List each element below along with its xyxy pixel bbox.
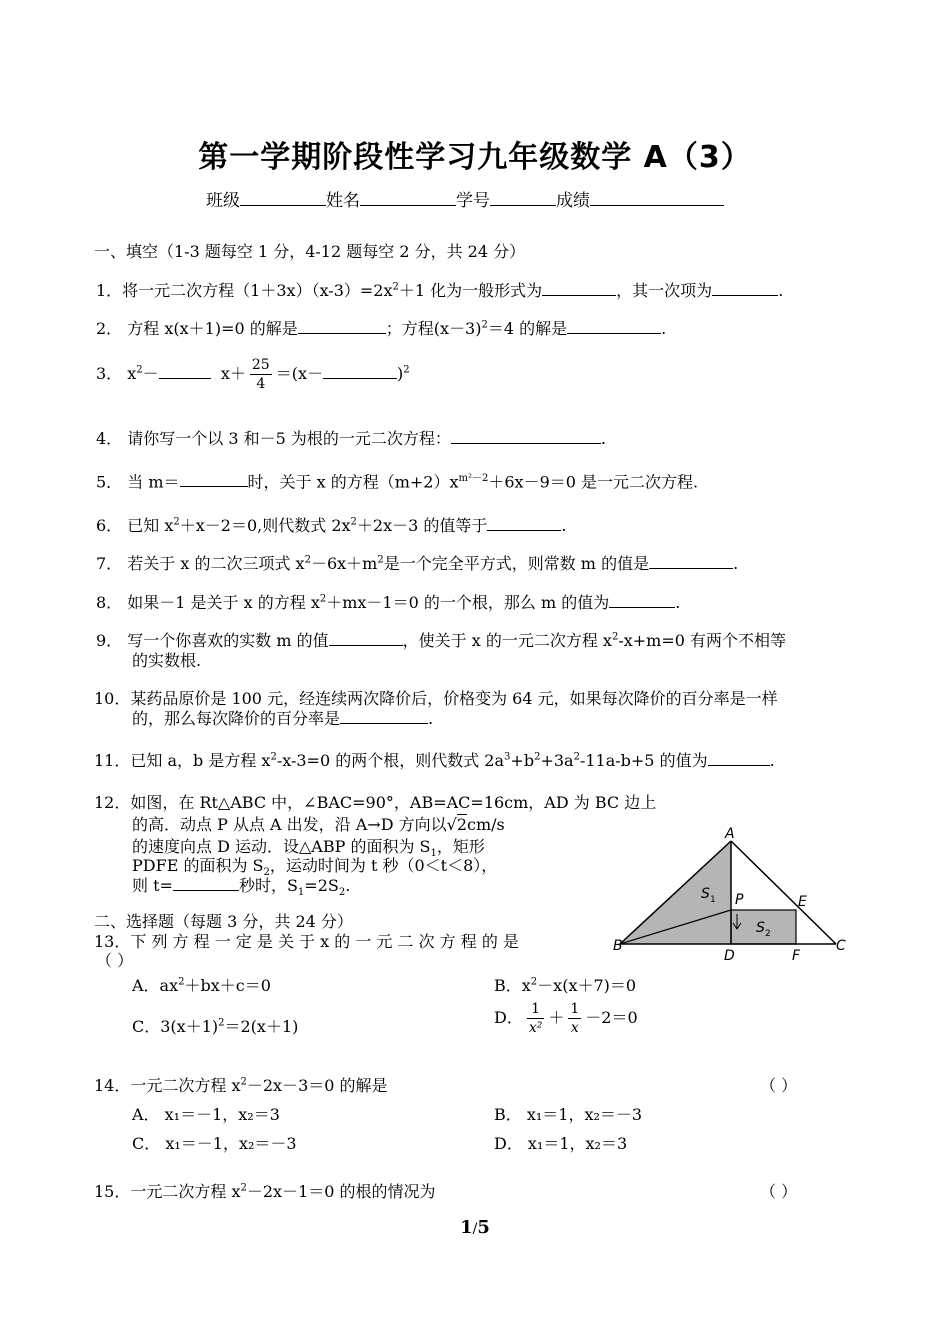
q11-text-e: -11a-b+5 的值为 [579, 751, 708, 770]
question-14-stem [94, 1073, 388, 1096]
label-s2-sub: 2 [765, 929, 771, 939]
q1-blank-1 [542, 279, 616, 296]
q9-text-a: 9． 写一个你喜欢的实数 m 的值 [96, 631, 329, 650]
q8-text-a: 8． 如果－1 是关于 x 的方程 x [96, 593, 320, 612]
page-current: 1 [460, 1217, 473, 1238]
q13-c-sup: 2 [218, 1017, 225, 1029]
q2-sup: 2 [481, 319, 488, 331]
q7-sup-2: 2 [377, 554, 384, 566]
q1-text-b: ＋1 化为一般形式为 [398, 281, 543, 300]
q12-sub-2: 2 [263, 867, 270, 879]
sqrt-symbol: √ [446, 815, 457, 834]
q2-text-a: 2． 方程 x(x＋1)=0 的解是 [96, 319, 298, 338]
q13-d-plus: ＋ [548, 1008, 565, 1027]
label-f: F [792, 948, 801, 964]
student-info-line [206, 186, 724, 211]
q5-text-c: ＋6x－9＝0 是一元二次方程. [488, 472, 699, 492]
question-3 [96, 356, 410, 393]
q15-answer-paren: （ ） [760, 1182, 798, 1201]
q4-text-a: 4． 请你写一个以 3 和－5 为根的一元二次方程： [96, 429, 451, 448]
q8-text-b: ＋mx－1＝0 的一个根，那么 m 的值为 [326, 593, 610, 612]
q12-text-l5a: 则 t= [132, 876, 173, 895]
q14-sup: 2 [240, 1076, 247, 1088]
question-8 [96, 590, 680, 613]
page-title: 第一学期阶段性学习九年级数学 A（3） [198, 140, 752, 175]
q14-stem-b: －2x－3＝0 的解是 [246, 1076, 388, 1095]
question-11 [94, 748, 775, 771]
q13-a-text: A．ax [132, 976, 179, 995]
q6-text-a: 6． 已知 x [96, 516, 174, 535]
q12-text-l3: 的速度向点 D 运动．设△ABP 的面积为 S [132, 837, 431, 856]
class-blank [240, 189, 326, 206]
question-5 [96, 469, 698, 492]
q15-stem-b: －2x－1＝0 的根的情况为 [246, 1182, 436, 1201]
q14-option-d[interactable]: D． x₁＝1，x₂＝3 [494, 1134, 628, 1153]
q5-text-b: 时，关于 x 的方程（m+2）x [247, 472, 459, 492]
question-10: 10．某药品原价是 100 元，经连续两次降价后，价格变为 64 元，如果每次降价的百分率是一样 [94, 689, 778, 708]
q11-sup-2: 3 [504, 751, 511, 763]
q11-text-c: +b [510, 751, 535, 770]
q9-blank [329, 629, 403, 646]
q3-fraction [250, 356, 272, 393]
section-1-heading: 一、填空（1-3 题每空 1 分，4-12 题每空 2 分，共 24 分） [94, 242, 526, 261]
question-9-cont: 的实数根. [132, 651, 202, 670]
q3-text-d: ＝(x－ [275, 364, 323, 383]
q7-text-b: －6x＋m [310, 554, 378, 573]
q6-text-c: ＋2x－3 的值等于 [356, 516, 488, 535]
q13-d-tail: －2＝0 [585, 1008, 638, 1027]
question-13-stem: 13．下 列 方 程 一 定 是 关 于 x 的 一 元 二 次 方 程 的 是 [94, 932, 519, 951]
label-e: E [798, 894, 807, 910]
q12-text-l5b: 秒时，S [238, 876, 298, 895]
q9-text-c: -x+m=0 有两个不相等 [618, 631, 786, 650]
q13-option-d[interactable] [494, 1000, 638, 1037]
q13-c-text-2: ＝2(x＋1) [224, 1017, 299, 1036]
q2-blank-2 [567, 317, 661, 334]
q3-text-c: x＋ [220, 364, 246, 383]
q12-text-l3b: ，矩形 [436, 837, 485, 856]
q13-b-text: B．x [494, 976, 531, 995]
q5-exponent: m²－2 [458, 473, 489, 484]
q3-numerator: 25 [251, 357, 270, 373]
q12-text-l4b: ，运动时间为 t 秒（0＜t＜8）， [269, 856, 498, 875]
score-label: 成绩 [556, 191, 590, 211]
q14-stem-a: 14．一元二次方程 x [94, 1076, 241, 1095]
q11-sup-1: 2 [270, 751, 277, 763]
q13-c-text: C．3(x＋1) [132, 1017, 219, 1036]
q12-text-l2a: 的高．动点 P 从点 A 出发，沿 A→D 方向以 [132, 815, 447, 834]
q2-text-b: ；方程(x－3) [385, 319, 482, 338]
q7-text-a: 7． 若关于 x 的二次三项式 x [96, 554, 305, 573]
q11-sup-4: 2 [573, 751, 580, 763]
name-label: 姓名 [326, 191, 360, 211]
q13-option-b[interactable] [494, 973, 636, 996]
triangle-figure [610, 822, 850, 964]
question-7 [96, 551, 738, 574]
q3-denominator: 4 [256, 376, 266, 392]
q4-text-b: . [600, 429, 606, 448]
q11-blank [708, 749, 770, 766]
question-12-line-2 [132, 812, 505, 835]
q2-text-d: . [661, 319, 667, 338]
q13-d-num-2: 1 [570, 1001, 580, 1017]
q2-text-c: ＝4 的解是 [487, 319, 568, 338]
q12-sub-4: 2 [338, 887, 346, 899]
q1-text-a: 1．将一元二次方程（1＋3x）（x-3）=2x [96, 281, 393, 300]
q7-text-c: 是一个完全平方式，则常数 m 的值是 [383, 554, 650, 573]
q13-option-c[interactable] [132, 1014, 298, 1037]
q6-blank [487, 514, 561, 531]
q1-sup: 2 [392, 281, 399, 293]
q11-sup-3: 2 [534, 751, 541, 763]
q8-sup: 2 [319, 593, 327, 605]
q8-text-c: . [675, 593, 681, 612]
q3-text-e: ) [397, 364, 404, 383]
q5-text-a: 5． 当 m＝ [96, 472, 180, 492]
label-a: A [725, 826, 735, 842]
q7-text-d: . [733, 554, 739, 573]
q9-text-b: ，使关于 x 的一元二次方程 x [402, 631, 612, 650]
page-number [0, 1217, 950, 1238]
section-2-heading: 二、选择题（每题 3 分，共 24 分） [94, 912, 353, 931]
q10-blank [340, 707, 428, 724]
q13-b-text-2: －x(x＋7)＝0 [537, 976, 637, 995]
question-4 [96, 426, 606, 449]
q12-text-l5d: . [345, 876, 351, 895]
q3-text-b: － [142, 364, 159, 383]
question-1 [96, 278, 783, 301]
q12-text-l4: PDFE 的面积为 S [132, 856, 264, 875]
q7-blank [649, 552, 733, 569]
question-15-stem [94, 1179, 436, 1202]
q12-sqrt-value: 2 [456, 815, 468, 834]
q6-sup-1: 2 [173, 516, 180, 528]
q3-sup-2: 2 [403, 364, 410, 376]
label-s2: S [756, 920, 765, 936]
q12-text-l2b: cm/s [467, 815, 505, 834]
q12-blank [173, 874, 239, 891]
q7-sup-1: 2 [304, 554, 311, 566]
question-10-cont [132, 706, 433, 729]
question-12-line-1: 12．如图，在 Rt△ABC 中，∠BAC=90°，AB=AC=16cm，AD 为 BC 边上 [94, 793, 657, 812]
q13-a-sup: 2 [178, 976, 185, 988]
q14-option-a[interactable]: A． x₁＝－1，x₂＝3 [132, 1105, 280, 1124]
q8-blank [609, 591, 675, 608]
q11-text-d: +3a [540, 751, 574, 770]
question-12-line-5 [132, 873, 350, 898]
q13-d-num-1: 1 [527, 1000, 545, 1019]
question-13-paren: （ ） [96, 951, 134, 970]
class-label: 班级 [206, 191, 240, 211]
q2-blank-1 [298, 317, 386, 334]
label-b: B [613, 938, 623, 954]
page-total: 5 [477, 1217, 490, 1238]
q10-text-c: . [428, 709, 434, 728]
q14-option-b[interactable]: B． x₁＝1，x₂＝－3 [494, 1105, 643, 1124]
q13-d-frac-1 [527, 1000, 545, 1037]
q6-text-d: . [561, 516, 567, 535]
label-s1: S [701, 886, 710, 902]
q6-sup-2: 2 [350, 516, 357, 528]
q15-stem-a: 15．一元二次方程 x [94, 1182, 241, 1201]
q6-text-b: ＋x－2＝0,则代数式 2x [179, 516, 351, 535]
q3-sup-1: 2 [136, 364, 143, 376]
q11-text-a: 11．已知 a，b 是方程 x [94, 751, 271, 770]
q3-blank-1 [159, 362, 211, 379]
q1-text-c: ，其一次项为 [616, 281, 713, 300]
q9-sup: 2 [611, 631, 619, 643]
q3-blank-2 [323, 362, 397, 379]
q10-text-b: 的，那么每次降价的百分率是 [132, 709, 341, 728]
q12-sub-1: 1 [430, 848, 437, 860]
q13-b-sup: 2 [530, 976, 538, 988]
page-separator: / [472, 1221, 478, 1237]
q13-d-den-1: x² [528, 1020, 543, 1036]
q11-text-f: . [769, 751, 775, 770]
q3-text-a: 3． x [96, 364, 137, 383]
q13-option-a[interactable] [132, 973, 271, 996]
q13-a-text-2: ＋bx＋c＝0 [184, 976, 271, 995]
q12-sub-3: 1 [297, 887, 305, 899]
question-6 [96, 513, 566, 536]
question-2 [96, 316, 666, 339]
q12-text-l5c: =2S [304, 876, 339, 895]
label-d: D [724, 948, 735, 964]
score-blank [590, 189, 724, 206]
q11-text-b: -x-3=0 的两个根，则代数式 2a [276, 751, 505, 770]
q1-text-d: . [778, 281, 784, 300]
q13-d-frac-2 [568, 1000, 581, 1037]
q1-blank-2 [712, 279, 778, 296]
label-p: P [735, 892, 744, 908]
q5-blank [180, 470, 248, 487]
q13-d-label: D． [494, 1008, 523, 1027]
q14-option-c[interactable]: C． x₁＝－1，x₂＝－3 [132, 1134, 297, 1153]
q15-sup: 2 [240, 1182, 247, 1194]
q4-blank [451, 427, 601, 444]
label-s1-sub: 1 [710, 895, 716, 905]
label-c: C [836, 938, 846, 954]
number-blank [490, 189, 556, 206]
number-label: 学号 [456, 191, 490, 211]
name-blank [360, 189, 456, 206]
q13-d-den-2: x [570, 1020, 579, 1036]
q14-answer-paren: （ ） [760, 1076, 798, 1095]
